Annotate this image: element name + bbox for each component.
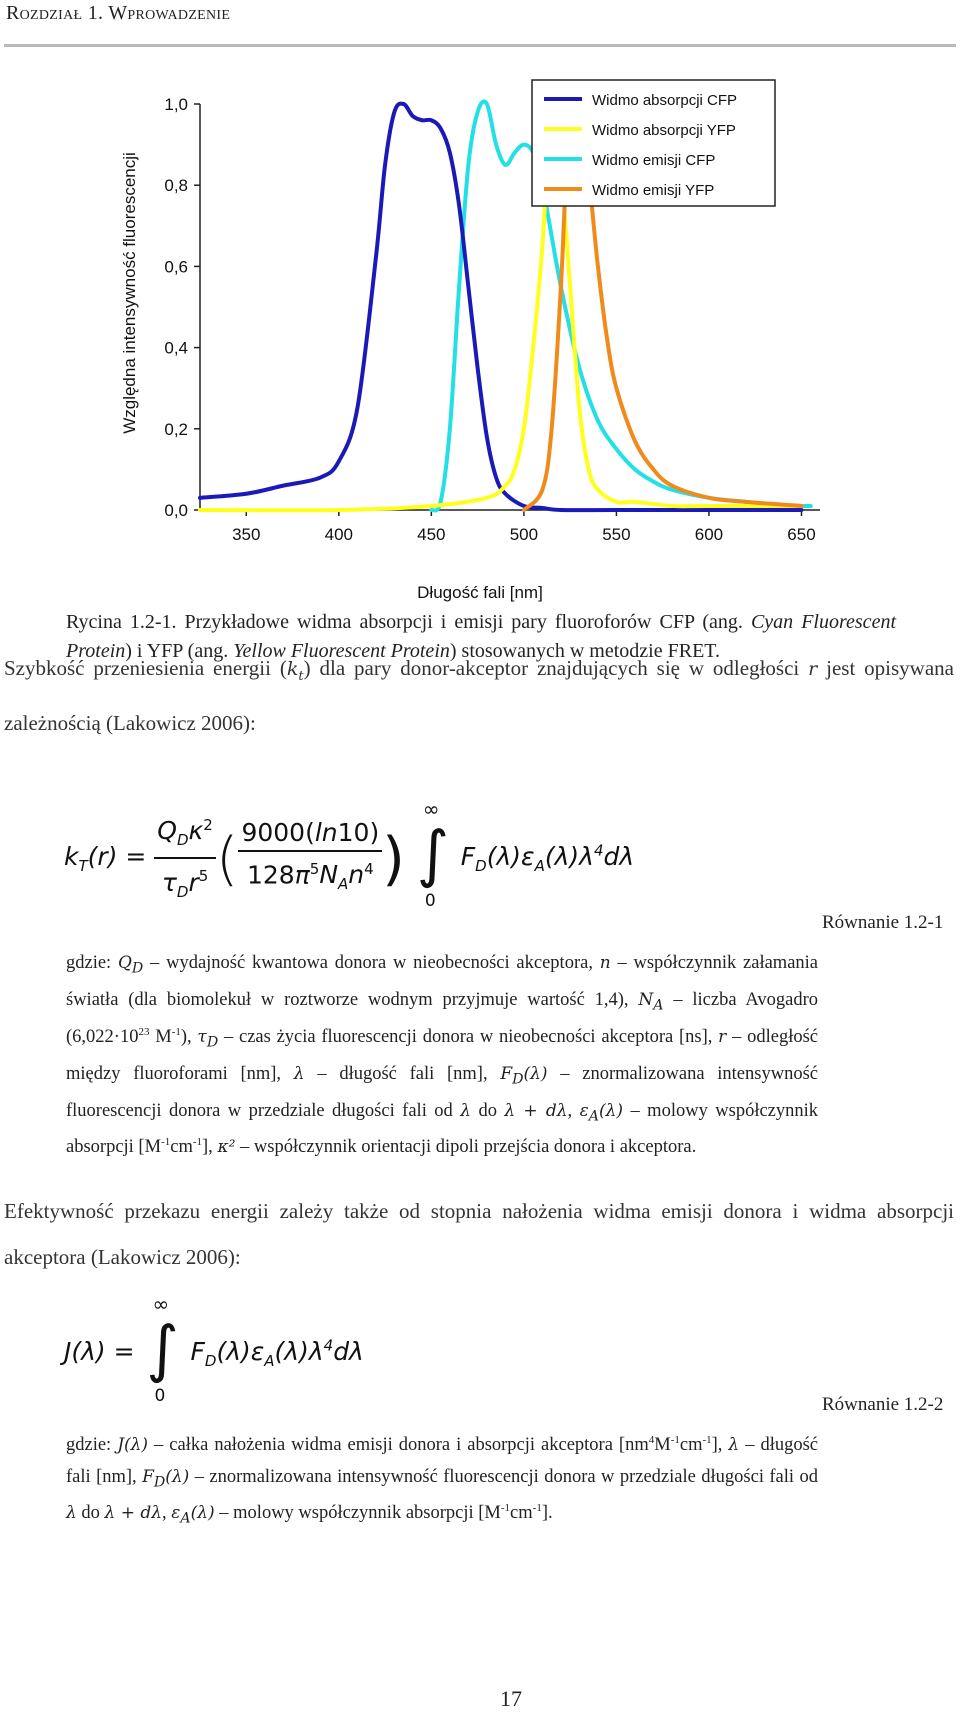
equation-1-label: Równanie 1.2-1 — [822, 912, 944, 933]
paragraph-energy-transfer-rate: Szybkość przeniesienia energii $(k_t)$ dla pary donor-akceptor znajdujących się w odległości r jest opisywana zależnością (Lakowicz 2006): — [4, 656, 954, 736]
spectra-chart — [105, 68, 845, 608]
y-axis-label: Względna intensywność fluorescencji — [120, 152, 139, 434]
y-tick-label: 1,0 — [164, 95, 188, 114]
page-number: 17 — [500, 1686, 522, 1711]
y-tick-label: 0,0 — [164, 501, 188, 520]
legend-label: Widmo emisji YFP — [592, 182, 715, 199]
equation-2: J(λ) = ∞ ∫ 0 $F_D(\lambda)\varepsilon_A(\lambda)\lambda^4d\lambda$ — [64, 1292, 364, 1406]
y-tick-label: 0,8 — [164, 176, 188, 196]
header-rule — [4, 44, 956, 47]
eq1-integral: ∞ ∫ 0 — [416, 797, 450, 912]
running-header: Rozdział 1. Wprowadzenie — [6, 2, 231, 24]
x-tick-label: 550 — [602, 525, 631, 544]
x-tick-label: 650 — [787, 525, 816, 544]
paragraph-overlap-integral: Efektywność przekazu energii zależy także od stopnia nałożenia widma emisji donora i widma absorpcji akceptora (Lakowicz 2006): — [4, 1199, 954, 1269]
eq1-fraction-2: $\frac{9000(\ln 10)}{128\pi^5N_An^4}$ — [238, 816, 382, 901]
legend-label: Widmo absorpcji CFP — [592, 92, 738, 109]
x-tick-label: 500 — [509, 525, 539, 544]
x-tick-label: 400 — [324, 525, 353, 544]
figure-caption: Rycina 1.2-1. Przykładowe widma absorpcji i emisji pary fluoroforów CFP (ang. Cyan Fluorescent Protein) i YFP (ang. Yellow Fluorescent Protein) stosowanych w metodzie FRET. — [66, 611, 896, 662]
equation-2-label: Równanie 1.2-2 — [822, 1394, 944, 1415]
x-axis-label: Długość fali [nm] — [417, 583, 543, 602]
x-tick-label: 450 — [417, 525, 446, 544]
legend-label: Widmo absorpcji YFP — [592, 122, 736, 139]
y-tick-label: 0,2 — [164, 419, 188, 439]
eq1-fraction-1: $\frac{Q_D\kappa^2}{\tau_Dr^5}$ — [154, 808, 216, 909]
legend-label: Widmo emisji CFP — [592, 152, 716, 169]
x-tick-label: 600 — [694, 525, 724, 544]
eq2-integral: ∞ ∫ 0 — [146, 1292, 179, 1406]
equation-2-legend: gdzie: J(λ) – całka nałożenia widma emisji donora i absorpcji akceptora $[nm^4M^{-1}cm^{-1}]$, λ – długość fali [nm], $F_D(\lambda)$ – znormalizowana intensywność fluorescencji donora w przedziale długości fali od λ do λ + dλ, $\varepsilon_A(\lambda)$ – molowy współczynnik absorpcji $[M^{-1}cm^{-1}]$. — [66, 1433, 818, 1527]
y-tick-label: 0,4 — [164, 338, 188, 358]
equation-1: $k_T(r)$ = $\frac{Q_D\kappa^2}{\tau_Dr^5}$ ( $\frac{9000(\ln 10)}{128\pi^5N_An^4}$ ) ∞ ∫ 0 $F_D(\lambda)\varepsilon_A(\lambda)\lambda^4d\lambda$ — [64, 797, 635, 912]
x-tick-label: 350 — [232, 525, 261, 544]
equation-1-legend: gdzie: $Q_D$ – wydajność kwantowa donora w nieobecności akceptora, n – współczynnik załamania światła (dla biomolekuł w roztworze wodnym przyjmuje wartość 1,4), $N_A$ – liczba Avogadro ($6,022\cdot 10^{23}$ $M^{-1}$), $\tau_D$ – czas życia fluorescencji donora w nieobecności akceptora [ns], r – odległość między fluoroforami [nm], λ – długość fali [nm], $F_D(\lambda)$ – znormalizowana intensywność fluorescencji donora w przedziale długości fali od λ do λ + dλ, $\varepsilon_A(\lambda)$ – molowy współczynnik absorpcji $[M^{-1}cm^{-1}]$, κ² – współczynnik orientacji dipoli przejścia donora i akceptora. — [66, 953, 819, 1158]
y-tick-label: 0,6 — [164, 257, 188, 277]
chart-plot-area — [164, 80, 820, 544]
